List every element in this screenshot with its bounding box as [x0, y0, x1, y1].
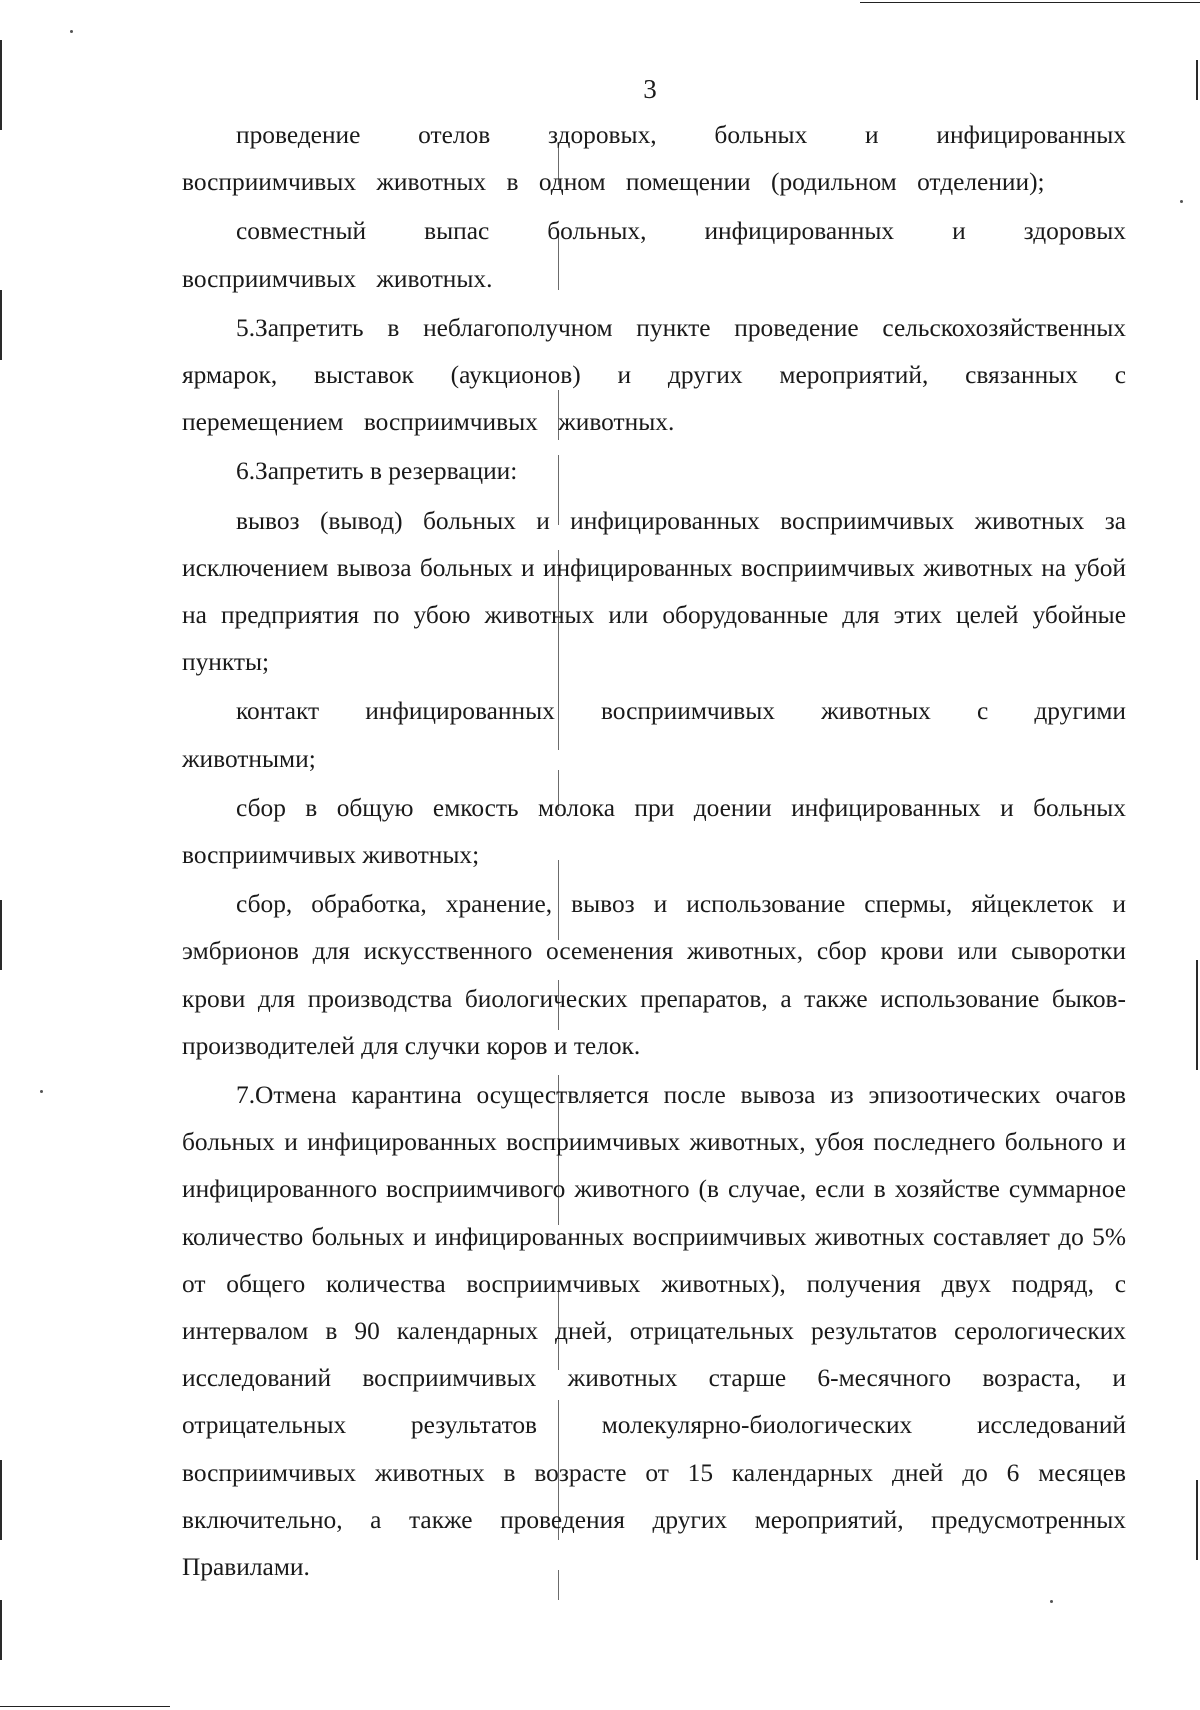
- scan-edge-top: [860, 2, 1200, 3]
- page-number: 3: [643, 74, 657, 104]
- document-body: [182, 112, 1126, 1593]
- paragraph: сбор в общую емкость молока при доении инфицированных и больных восприимчивых животных;: [182, 793, 1126, 870]
- binder-mark: [1196, 1480, 1198, 1560]
- binder-mark: [0, 1600, 2, 1660]
- binder-mark: [0, 290, 2, 360]
- paragraph: 5.Запретить в неблагополучном пункте проведение сельскохозяйственных ярмарок, выставок (аукционов) и других мероприятий, связанных с перемещением восприимчивых животных.: [182, 313, 1126, 437]
- scan-speck: [40, 1090, 43, 1093]
- scan-speck: [1180, 200, 1183, 203]
- paragraph: совместный выпас больных, инфицированных и здоровых восприимчивых животных.: [182, 217, 1126, 293]
- paragraph: контакт инфицированных восприимчивых животных с другими животными;: [182, 697, 1126, 773]
- binder-mark: [1196, 960, 1198, 1070]
- paragraph: 6.Запретить в резервации:: [236, 457, 518, 486]
- paragraph: вывоз (вывод) больных и инфицированных восприимчивых животных за исключением вывоза больных и инфицированных восприимчивых животных на убой на предприятия по убою животных или оборудованные для этих целей убойные пункты;: [182, 506, 1126, 677]
- binder-mark: [0, 900, 2, 970]
- scan-speck: [70, 30, 73, 33]
- binder-mark: [0, 1460, 2, 1540]
- paragraph: 7.Отмена карантина осуществляется после вывоза из эпизоотических очагов больных и инфицированных восприимчивых животных, убоя последнего больного и инфицированного восприимчивого животного (в случае, если в хозяйстве суммарное количество больных и инфицированных восприимчивых животных составляет до 5% от общего количества восприимчивых животных), получения двух подряд, с интервалом в 90 календарных дней, отрицательных результатов серологических исследований восприимчивых животных старше 6-месячного возраста, и отрицательных результатов молекулярно-биологических исследований восприимчивых животных в возрасте от 15 календарных дней до 6 месяцев включительно, а также проведения других мероприятий, предусмотренных Правилами.: [182, 1081, 1126, 1582]
- paragraph: проведение отелов здоровых, больных и инфицированных восприимчивых животных в одном помещении (родильном отделении);: [182, 121, 1126, 197]
- scan-edge-bottom: [0, 1706, 170, 1707]
- paragraph: сбор, обработка, хранение, вывоз и использование спермы, яйцеклеток и эмбрионов для искусственного осеменения животных, сбор крови или сыворотки крови для производства биологических препаратов, а также использование быков-производителей для случки коров и телок.: [182, 890, 1126, 1060]
- scan-speck: [1050, 1600, 1053, 1603]
